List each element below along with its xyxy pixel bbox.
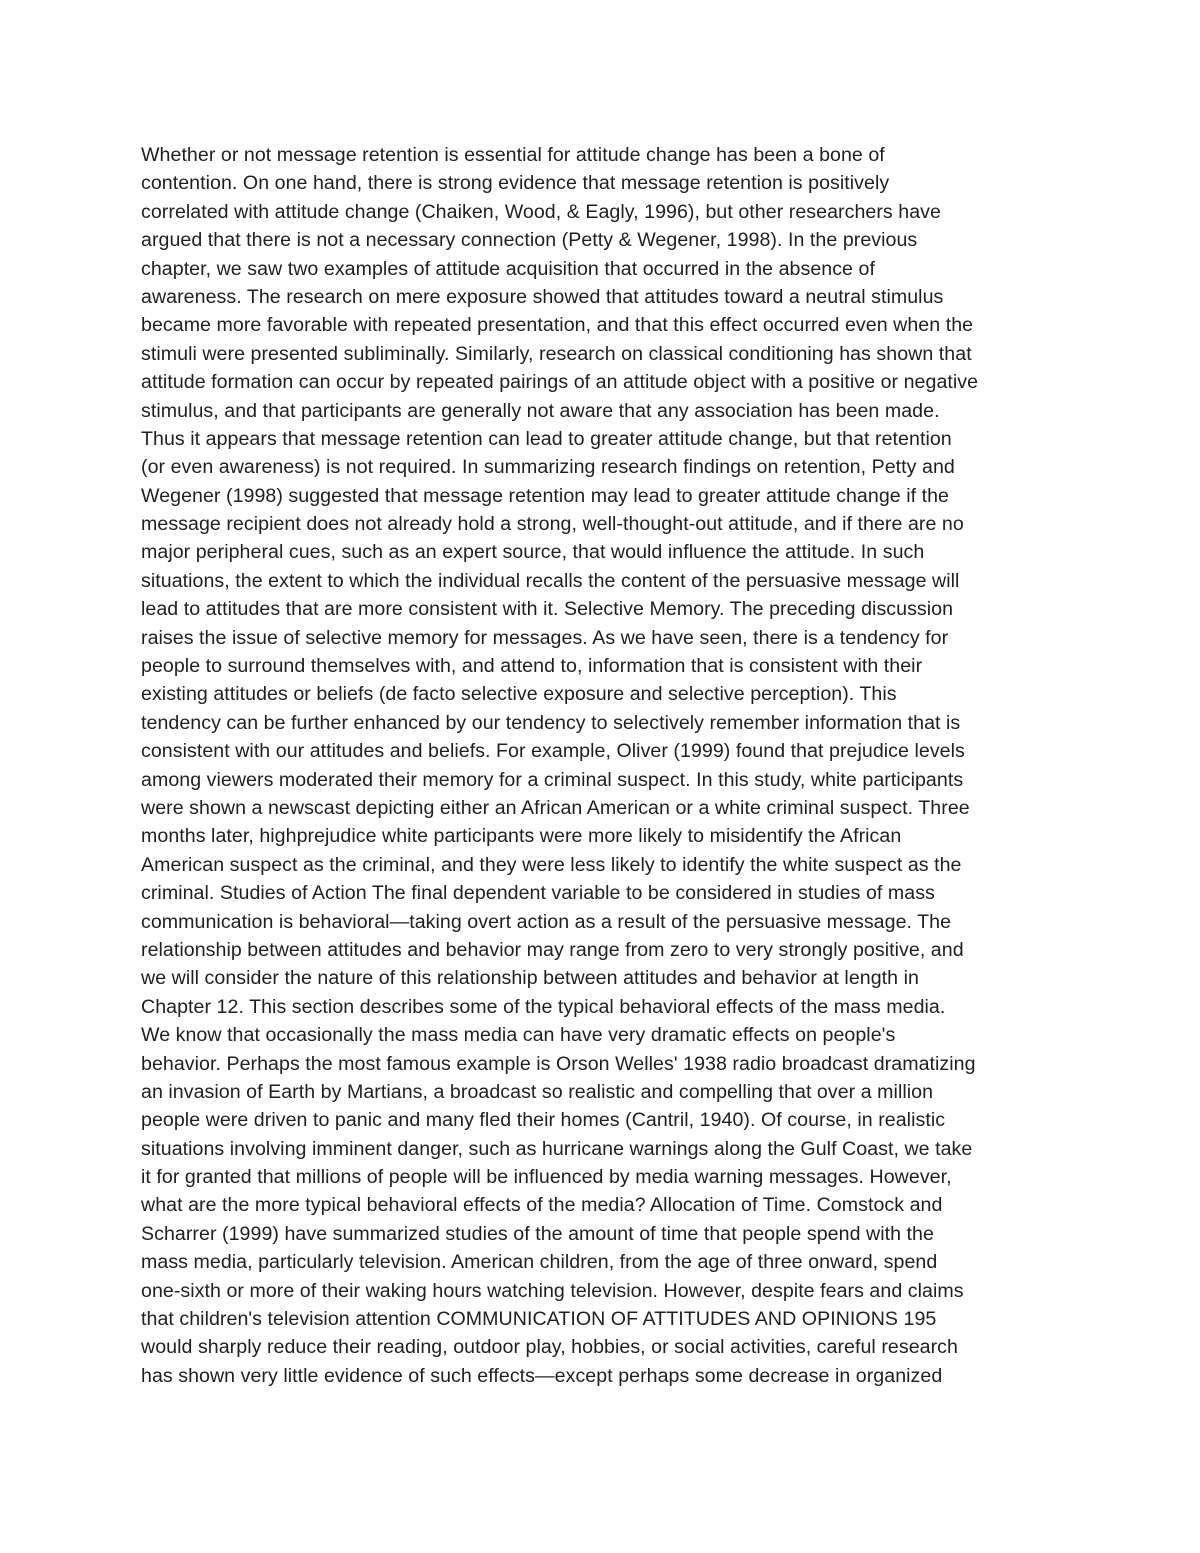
text-line: people to surround themselves with, and attend to, information that is consistent with their xyxy=(141,655,923,678)
text-line: (or even awareness) is not required. In summarizing research findings on retention, Petty and xyxy=(141,456,955,479)
text-line: behavior. Perhaps the most famous example is Orson Welles' 1938 radio broadcast dramatizing xyxy=(141,1052,976,1075)
text-line: one-sixth or more of their waking hours watching television. However, despite fears and claims xyxy=(141,1279,964,1302)
text-line: became more favorable with repeated presentation, and that this effect occurred even when the xyxy=(141,314,974,337)
text-line: criminal. Studies of Action The final dependent variable to be considered in studies of mass xyxy=(141,882,935,905)
text-line: major peripheral cues, such as an expert source, that would influence the attitude. In such xyxy=(141,541,925,564)
text-line: contention. On one hand, there is strong evidence that message retention is positively xyxy=(141,172,890,195)
text-line: We know that occasionally the mass media can have very dramatic effects on people's xyxy=(141,1024,896,1047)
text-line: relationship between attitudes and behavior may range from zero to very strongly positive, and xyxy=(141,938,964,961)
text-line: Chapter 12. This section describes some of the typical behavioral effects of the mass media. xyxy=(141,995,946,1018)
text-line: lead to attitudes that are more consistent with it. Selective Memory. The preceding discussion xyxy=(141,598,954,621)
text-line: chapter, we saw two examples of attitude acquisition that occurred in the absence of xyxy=(141,257,875,280)
text-line: message recipient does not already hold a strong, well-thought-out attitude, and if there are no xyxy=(141,513,964,536)
text-line: people were driven to panic and many fled their homes (Cantril, 1940). Of course, in realistic xyxy=(141,1109,946,1132)
text-line: raises the issue of selective memory for messages. As we have seen, there is a tendency for xyxy=(141,626,949,649)
text-line: has shown very little evidence of such effects—except perhaps some decrease in organized xyxy=(141,1364,943,1387)
text-line: among viewers moderated their memory for a criminal suspect. In this study, white participants xyxy=(141,768,964,791)
text-line: American suspect as the criminal, and they were less likely to identify the white suspect as the xyxy=(141,853,962,876)
text-line: Whether or not message retention is essential for attitude change has been a bone of xyxy=(141,144,885,166)
text-line: stimulus, and that participants are generally not aware that any association has been made. xyxy=(141,399,940,422)
text-line: existing attitudes or beliefs (de facto selective exposure and selective perception). This xyxy=(141,683,897,706)
text-line: situations involving imminent danger, such as hurricane warnings along the Gulf Coast, we take xyxy=(141,1137,973,1160)
text-line: months later, highprejudice white participants were more likely to misidentify the African xyxy=(141,825,902,848)
text-line: Scharrer (1999) have summarized studies of the amount of time that people spend with the xyxy=(141,1222,934,1245)
text-line: argued that there is not a necessary connection (Petty & Wegener, 1998). In the previous xyxy=(141,229,918,252)
text-line: attitude formation can occur by repeated pairings of an attitude object with a positive or negative xyxy=(141,371,979,394)
text-line: consistent with our attitudes and beliefs. For example, Oliver (1999) found that prejudice levels xyxy=(141,740,965,763)
text-line: Thus it appears that message retention can lead to greater attitude change, but that retention xyxy=(141,427,952,450)
text-line: we will consider the nature of this relationship between attitudes and behavior at length in xyxy=(141,967,919,990)
text-line: awareness. The research on mere exposure showed that attitudes toward a neutral stimulus xyxy=(141,285,944,308)
text-line: what are the more typical behavioral effects of the media? Allocation of Time. Comstock and xyxy=(141,1194,943,1217)
text-line: would sharply reduce their reading, outdoor play, hobbies, or social activities, careful research xyxy=(141,1336,958,1359)
text-line: an invasion of Earth by Martians, a broadcast so realistic and compelling that over a million xyxy=(141,1080,934,1103)
text-line: communication is behavioral—taking overt action as a result of the persuasive message. The xyxy=(141,910,952,933)
text-line: correlated with attitude change (Chaiken, Wood, & Eagly, 1996), but other researchers have xyxy=(141,200,941,223)
text-line: tendency can be further enhanced by our tendency to selectively remember information that is xyxy=(141,711,961,734)
text-line: were shown a newscast depicting either an African American or a white criminal suspect. Three xyxy=(141,796,970,819)
text-line: that children's television attention COMMUNICATION OF ATTITUDES AND OPINIONS 195 xyxy=(141,1308,937,1331)
text-line: it for granted that millions of people will be influenced by media warning messages. However, xyxy=(141,1166,952,1189)
body-text xyxy=(141,141,1081,1390)
text-line: situations, the extent to which the individual recalls the content of the persuasive message will xyxy=(141,569,960,592)
text-line: Wegener (1998) suggested that message retention may lead to greater attitude change if the xyxy=(141,484,949,507)
text-line: stimuli were presented subliminally. Similarly, research on classical conditioning has shown that xyxy=(141,342,972,365)
text-line: mass media, particularly television. American children, from the age of three onward, spend xyxy=(141,1251,938,1274)
